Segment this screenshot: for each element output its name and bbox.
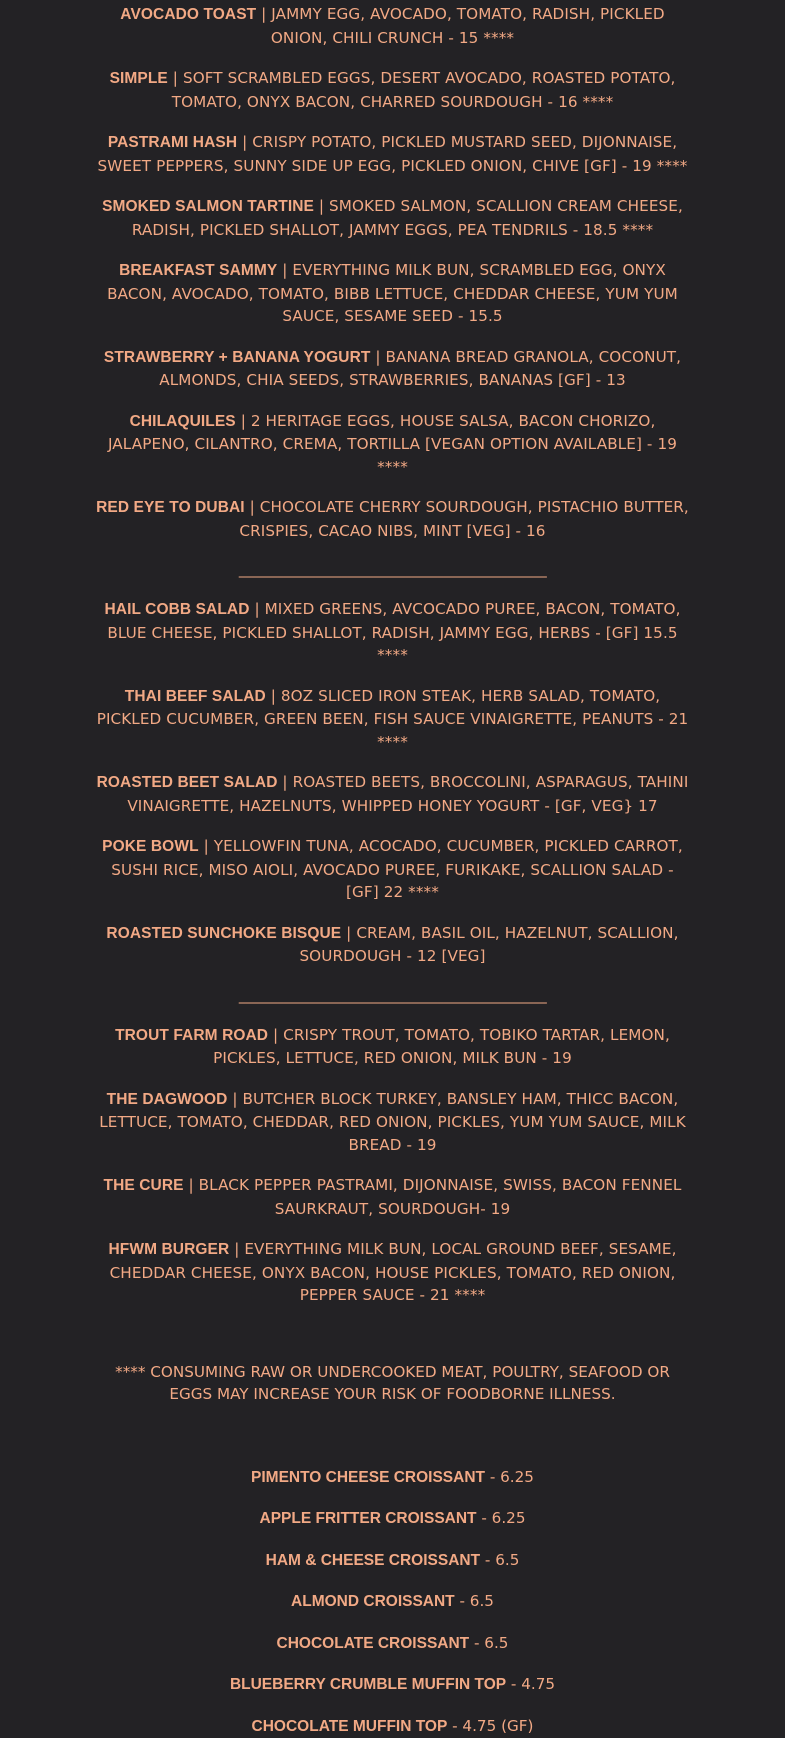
menu-item [93, 685, 693, 754]
item-price: - 6.25 [477, 1509, 526, 1527]
menu-item [93, 3, 693, 49]
item-name: THE DAGWOOD [107, 1091, 228, 1108]
item-description: | 2 HERITAGE EGGS, HOUSE SALSA, BACON CHORIZO, JALAPENO, CILANTRO, CREMA, TORTILLA [VEGAN OPTION AVAILABLE] - 19 **** [108, 412, 677, 476]
menu-item [93, 195, 693, 241]
item-name: ROASTED SUNCHOKE BISQUE [106, 925, 341, 942]
item-name: CHOCOLATE CROISSANT [277, 1635, 470, 1652]
menu-item [93, 922, 693, 968]
item-name: PASTRAMI HASH [108, 134, 237, 151]
item-price: - 6.25 [485, 1468, 534, 1486]
item-description: | CREAM, BASIL OIL, HAZELNUT, SCALLION, SOURDOUGH - 12 [VEG] [299, 924, 678, 966]
item-name: HFWM BURGER [108, 1241, 229, 1258]
menu-item [93, 771, 693, 817]
item-name: ALMOND CROISSANT [291, 1593, 455, 1610]
menu-item [93, 1174, 693, 1220]
item-name: CHILAQUILES [130, 413, 236, 430]
item-price: - 6.5 [480, 1551, 519, 1569]
pastry-item [93, 1715, 693, 1738]
section-divider: ________________________________________________ [93, 560, 693, 580]
item-description: | MIXED GREENS, AVCOCADO PUREE, BACON, TOMATO, BLUE CHEESE, PICKLED SHALLOT, RADISH, JAMMY EGG, HERBS - [GF] 15.5 **** [107, 600, 680, 664]
item-description: | EVERYTHING MILK BUN, LOCAL GROUND BEEF, SESAME, CHEDDAR CHEESE, ONYX BACON, HOUSE PICKLES, TOMATO, RED ONION, PEPPER SAUCE - 21 **** [110, 1240, 677, 1304]
item-name: TROUT FARM ROAD [115, 1027, 268, 1044]
item-name: HAIL COBB SALAD [104, 601, 249, 618]
item-description: | CHOCOLATE CHERRY SOURDOUGH, PISTACHIO BUTTER, CRISPIES, CACAO NIBS, MINT [VEG] - 16 [239, 498, 688, 540]
menu-item [93, 131, 693, 177]
item-description: | JAMMY EGG, AVOCADO, TOMATO, RADISH, PICKLED ONION, CHILI CRUNCH - 15 **** [256, 5, 664, 47]
item-description: | BANANA BREAD GRANOLA, COCONUT, ALMONDS, CHIA SEEDS, STRAWBERRIES, BANANAS [GF] - 13 [159, 348, 681, 390]
item-name: PIMENTO CHEESE CROISSANT [251, 1469, 485, 1486]
pastry-item [93, 1590, 693, 1614]
item-name: ROASTED BEET SALAD [97, 774, 278, 791]
item-description: | EVERYTHING MILK BUN, SCRAMBLED EGG, ONYX BACON, AVOCADO, TOMATO, BIBB LETTUCE, CHEDDAR CHEESE, YUM YUM SAUCE, SESAME SEED - 15.5 [107, 261, 678, 325]
item-name: BLUEBERRY CRUMBLE MUFFIN TOP [230, 1676, 506, 1693]
item-description: | SOFT SCRAMBLED EGGS, DESERT AVOCADO, ROASTED POTATO, TOMATO, ONYX BACON, CHARRED SOURDOUGH - 16 **** [168, 69, 676, 111]
pastry-item [93, 1549, 693, 1573]
item-description: | SMOKED SALMON, SCALLION CREAM CHEESE, RADISH, PICKLED SHALLOT, JAMMY EGGS, PEA TENDRILS - 18.5 **** [132, 197, 683, 239]
item-description: | 8OZ SLICED IRON STEAK, HERB SALAD, TOMATO, PICKLED CUCUMBER, GREEN BEEN, FISH SAUCE VINAIGRETTE, PEANUTS - 21 **** [97, 687, 689, 751]
menu-item [93, 259, 693, 328]
item-description: | ROASTED BEETS, BROCCOLINI, ASPARAGUS, TAHINI VINAIGRETTE, HAZELNUTS, WHIPPED HONEY YOGURT - [GF, VEG} 17 [127, 773, 688, 815]
item-description: | BLACK PEPPER PASTRAMI, DIJONNAISE, SWISS, BACON FENNEL SAURKRAUT, SOURDOUGH- 19 [184, 1176, 682, 1218]
item-name: STRAWBERRY + BANANA YOGURT [104, 349, 371, 366]
menu-item [93, 410, 693, 479]
item-name: BREAKFAST SAMMY [119, 262, 277, 279]
item-name: SIMPLE [110, 70, 168, 87]
item-name: POKE BOWL [102, 838, 198, 855]
menu-item [93, 598, 693, 667]
section-divider: ________________________________________________ [93, 986, 693, 1006]
menu-item [93, 835, 693, 904]
item-price: - 4.75 [506, 1675, 555, 1693]
menu-item [93, 1024, 693, 1070]
menu-item [93, 67, 693, 113]
item-description: | CRISPY TROUT, TOMATO, TOBIKO TARTAR, LEMON, PICKLES, LETTUCE, RED ONION, MILK BUN - 19 [213, 1026, 670, 1068]
spacer [93, 1325, 693, 1361]
pastry-item [93, 1466, 693, 1490]
item-name: CHOCOLATE MUFFIN TOP [252, 1718, 448, 1735]
pastry-item [93, 1632, 693, 1656]
salads-section [93, 598, 693, 968]
item-name: HAM & CHEESE CROISSANT [266, 1552, 480, 1569]
item-name: APPLE FRITTER CROISSANT [260, 1510, 477, 1527]
pastry-item [93, 1507, 693, 1531]
item-name: RED EYE TO DUBAI [96, 499, 245, 516]
item-price: - 6.5 [469, 1634, 508, 1652]
item-name: AVOCADO TOAST [120, 6, 256, 23]
food-safety-notice: **** CONSUMING RAW OR UNDERCOOKED MEAT, POULTRY, SEAFOOD OR EGGS MAY INCREASE YOUR RISK OF FOODBORNE ILLNESS. [93, 1361, 693, 1406]
menu-item [93, 496, 693, 542]
item-name: SMOKED SALMON TARTINE [102, 198, 314, 215]
menu-item [93, 1088, 693, 1157]
menu-item [93, 1238, 693, 1307]
menu [93, 0, 693, 1738]
sandwiches-section [93, 1024, 693, 1307]
item-price: - 4.75 (GF) [447, 1717, 533, 1735]
item-name: THE CURE [104, 1177, 184, 1194]
menu-item [93, 346, 693, 392]
pastries-section [93, 1466, 693, 1738]
item-description: | BUTCHER BLOCK TURKEY, BANSLEY HAM, THICC BACON, LETTUCE, TOMATO, CHEDDAR, RED ONION, PICKLES, YUM YUM SAUCE, MILK BREAD - 19 [99, 1090, 686, 1154]
item-name: THAI BEEF SALAD [125, 688, 266, 705]
item-description: | CRISPY POTATO, PICKLED MUSTARD SEED, DIJONNAISE, SWEET PEPPERS, SUNNY SIDE UP EGG, PICKLED ONION, CHIVE [GF] - 19 **** [98, 133, 688, 175]
breakfast-section [93, 3, 693, 542]
item-description: | YELLOWFIN TUNA, ACOCADO, CUCUMBER, PICKLED CARROT, SUSHI RICE, MISO AIOLI, AVOCADO PUREE, FURIKAKE, SCALLION SALAD - [GF] 22 **** [111, 837, 683, 901]
item-price: - 6.5 [455, 1592, 494, 1610]
